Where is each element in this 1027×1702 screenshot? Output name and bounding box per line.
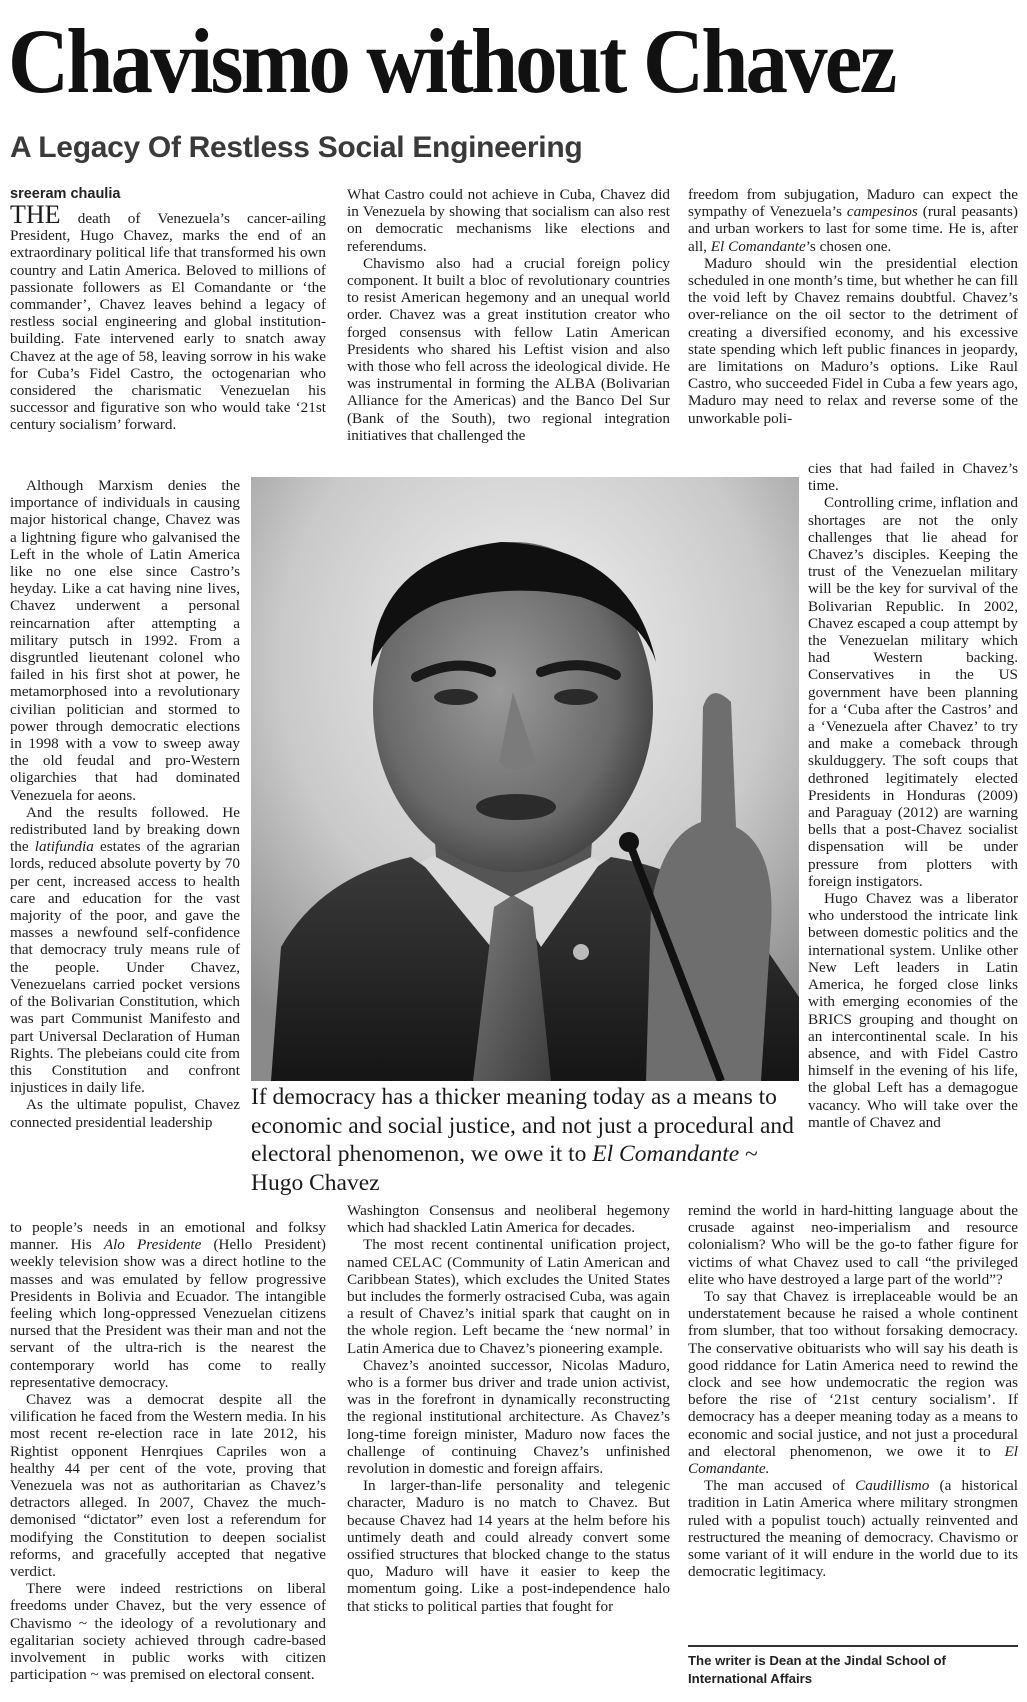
paragraph: There were indeed restrictions on liberal freedoms under Chavez, but the very essence of Chavismo ~ the ideology of a revolutionary and egalitarian society achieved through cadre-based involvement in public works with citizen participation ~ was premised on electoral consent. [10,1580,326,1684]
column-3-middle [808,460,1018,1131]
paragraph: The most recent continental unification project, named CELAC (Community of Latin American and Caribbean States), which excludes the United States but includes the formerly ostracised Cuba, was again a result of Chavez’s initial spark that caught on in the whole region. Left became the ‘new normal’ in Latin America due to Chavez’s pioneering example. [347,1236,670,1357]
paragraph: Although Marxism denies the importance of individuals in causing major historical change, Chavez was a lightning figure who galvanised the Left in the whole of Latin America like no one else since Castro’s heyday. Like a cat having nine lives, Chavez underwent a personal reincarnation after attempting a military putsch in 1992. From a disgruntled lieutenant colonel who failed in his first shot at power, he metamorphosed into a revolutionary civilian politician and stormed to power through democratic elections in 1998 with a vow to sweep away the old feudal and pro-Western oligarchies that had dominated Venezuela for aeons. [10,477,240,804]
portrait-illustration [251,477,799,1081]
column-1-bottom [10,1219,326,1683]
paragraph: Hugo Chavez was a liberator who understood the intricate link between domestic politics and the international system. Unlike other New Left leaders in Latin America, he forged close links with emerging economies of the BRICS grouping and thought on an intercontinental scale. In his absence, and with Fidel Castro himself in the evening of his life, the global Left has a demagogue vacancy. Who will take over the mantle of Chavez and [808,890,1018,1131]
paragraph: What Castro could not achieve in Cuba, Chavez did in Venezuela by showing that socialism can also rest on democratic mechanisms like elections and referendums. [347,186,670,255]
paragraph: Chavez was a democrat despite all the vilification he faced from the Western media. In his most recent re-election race in late 2012, his Rightist opponent Henrqiues Capriles won a healthy 44 per cent of the vote, proving that Venezuela was not as authoritarian as Chavez’s detractors alleged. In 2007, Chavez the much-demonised “dictator” even lost a referendum for modifying the Constitution to deepen socialist reforms, and gracefully accepted that negative verdict. [10,1391,326,1581]
paragraph: Washington Consensus and neoliberal hegemony which had shackled Latin America for decades. [347,1202,670,1237]
portrait-photo [251,477,799,1081]
paragraph: to people’s needs in an emotional and folksy manner. His Alo Presidente (Hello President) weekly television show was a direct hotline to the masses and was emulated by fellow progressive Presidents in Bolivia and Ecuador. The intangible feeling which long-oppressed Venezuelan citizens nursed that the President was their man and not the servant of the ultra-rich is the nearest the contemporary world has come to really representative democracy. [10,1219,326,1391]
paragraph: THE death of Venezuela’s cancer-ailing President, Hugo Chavez, marks the end of an extraordinary political life that transformed his own country and Latin America. Beloved to millions of passionate followers as El Comandante or ‘the commander’, Chavez leaves behind a legacy of restless social engineering and global institution-building. Fate intervened early to snatch away Chavez at the age of 58, leaving sorrow in his wake for Cuba’s Fidel Castro, the octogenarian who considered the charismatic Venezuelan his successor and figurative son who would take ‘21st century socialism’ forward. [10,200,326,434]
paragraph: remind the world in hard-hitting language about the crusade against neo-imperialism and resource colonialism? Who will be the go-to father figure for victims of what Chavez used to call “the privileged elite who have destroyed a large part of the world”? [688,1202,1018,1288]
subheadline: A Legacy Of Restless Social Engineering [10,131,583,164]
column-1-top [10,200,326,434]
column-3-top [688,186,1018,427]
paragraph: As the ultimate populist, Chavez connected presidential leadership [10,1096,240,1131]
footer-divider [688,1645,1018,1647]
paragraph: cies that had failed in Chavez’s time. [808,460,1018,495]
paragraph: Controlling crime, inflation and shortages are not the only challenges that lie ahead for Chavez’s disciples. Keeping the trust of the Venezuelan military will be the key for survival of the Bolivarian Republic. In 2002, Chavez escaped a coup attempt by the Venezuelan military which had Western backing. Conservatives in the US government have been planning for a ‘Cuba after the Castros’ and a ‘Venezuela after Chavez’ to try and make a comeback through skulduggery. The soft coups that dethroned legitimately elected Presidents in Honduras (2009) and Paraguay (2012) are warning bells that a post-Chavez socialist dispensation will be under pressure from plotters with foreign instigators. [808,494,1018,890]
paragraph: The man accused of Caudillismo (a historical tradition in Latin America where military strongmen ruled with a populist touch) actually reinvented and restructured the meaning of democracy. Chavismo or some variant of it will endure in the world due to its democratic legitimacy. [688,1477,1018,1581]
paragraph: To say that Chavez is irreplaceable would be an understatement because he raised a whole continent from slumber, that too without forsaking democracy. The conservative obituarists who will say his death is good riddance for Latin America need to rewind the clock and see how undemocratic the region was before the rise of ‘21st century socialism’. If democracy has a deeper meaning today as a means to economic and social justice, and not just a procedural and electoral phenomenon, we owe it to El Comandante. [688,1288,1018,1478]
pull-quote: If democracy has a thicker meaning today as a means to economic and social justice, and not just a procedural and electoral phenomenon, we owe it to El Comandante ~ Hugo Chavez [251,1084,794,1196]
paragraph: Chavez’s anointed successor, Nicolas Maduro, who is a former bus driver and trade union activist, was in the forefront in dynamically reconstructing the regional institutional architecture. As Chavez’s long-time foreign minister, Maduro now faces the challenge of continuing Chavez’s unfinished revolution in domestic and foreign affairs. [347,1356,670,1478]
headline: Chavismo without Chavez [8,10,895,112]
column-1-middle [10,477,240,1131]
byline: sreeram chaulia [10,186,121,202]
column-3-bottom [688,1202,1018,1580]
paragraph: Chavismo also had a crucial foreign policy component. It built a bloc of revolutionary countries to resist American hegemony and an unequal world order. Chavez was a great institution creator who forged consensus with fellow Latin American Presidents who shared his Leftist vision and also with those who fell across the ideological divide. He was instrumental in forming the ALBA (Bolivarian Alliance for the Americas) and the Banco Del Sur (Bank of the South), two regional integration initiatives that challenged the [347,254,670,444]
paragraph: In larger-than-life personality and telegenic character, Maduro is no match to Chavez. But because Chavez had 14 years at the helm before his untimely death and could already convert some ossified structures that blocked change to the status quo, Maduro will have it easier to keep the momentum going. Like a post-independence halo that sticks to political parties that fought for [347,1477,670,1615]
column-2-top [347,186,670,444]
paragraph: And the results followed. He redistributed land by breaking down the latifundia estates of the agrarian lords, reduced absolute poverty by 70 per cent, increased access to health care and education for the vast majority of the poor, and gave the masses a newfound self-confidence that democracy truly means rule of the people. Under Chavez, Venezuelans carried pocket versions of the Bolivarian Constitution, which was part Communist Manifesto and part Universal Declaration of Human Rights. The plebeians could cite from this Constitution and confront injustices in daily life. [10,803,240,1097]
paragraph: freedom from subjugation, Maduro can expect the sympathy of Venezuela’s campesinos (rural peasants) and urban workers to last for some time. He is, after all, El Comandante’s chosen one. [688,186,1018,255]
author-note: The writer is Dean at the Jindal School of International Affairs [688,1653,946,1686]
paragraph: Maduro should win the presidential election scheduled in one month’s time, but whether he can fill the void left by Chavez remains doubtful. Chavez’s over-reliance on the oil sector to the detriment of creating a diversified economy, and his excessive state spending which left public finances in jeopardy, are limitations on Maduro’s options. Like Raul Castro, who succeeded Fidel in Cuba a few years ago, Maduro may need to relax and reverse some of the unworkable poli- [688,254,1018,427]
drop-cap: THE [10,200,61,229]
column-2-bottom [347,1202,670,1615]
